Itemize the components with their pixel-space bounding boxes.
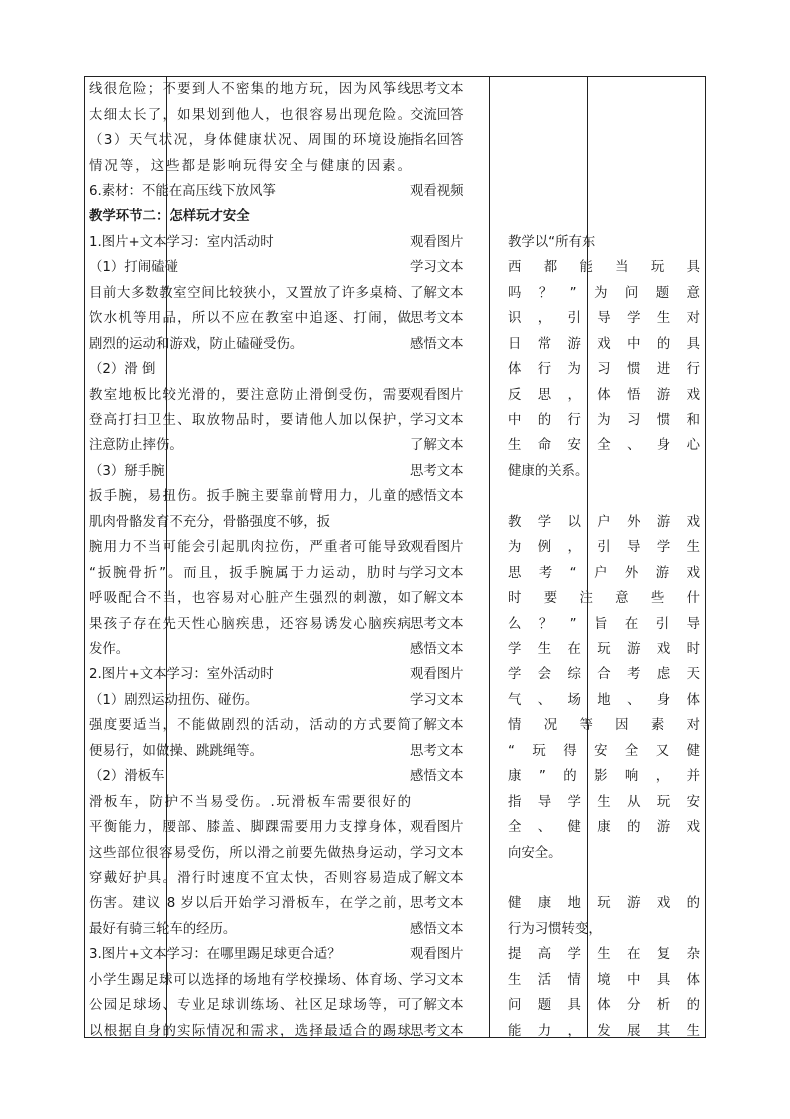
intent-line: 问题具体分析的	[508, 998, 700, 1013]
content-line: 饮水机等用品，所以不应在教室中追逐、打闹，做	[89, 311, 411, 326]
intent-line: 教学以“所有东	[508, 235, 596, 250]
activity-line: 了解文本	[410, 591, 464, 606]
content-line: 公园足球场、专业足球训练场、社区足球场等，可	[89, 998, 411, 1013]
activity-line: 思考文本	[410, 896, 464, 911]
content-line: （1）打闹磕碰	[89, 260, 178, 275]
intent-line: 中的行为习惯和	[508, 413, 700, 428]
content-line: 便易行，如做操、跳跳绳等。	[89, 744, 264, 759]
activity-line: 观看图片	[410, 540, 464, 555]
content-line: 2.图片+文本学习：室外活动时	[89, 667, 274, 682]
content-line: 这些部位很容易受伤，所以滑之前要先做热身运动，	[89, 846, 411, 861]
content-line: 伤害。建议 8 岁以后开始学习滑板车，在学之前，	[89, 896, 411, 911]
content-line: （1）剧烈运动扭伤、碰伤。	[89, 693, 259, 708]
content-line: 1.图片+文本学习：室内活动时	[89, 235, 274, 250]
content-line: 腕用力不当可能会引起肌肉拉伤，严重者可能导致	[89, 540, 411, 555]
content-line: （2）滑板车	[89, 769, 165, 784]
intent-line: 学生在玩游戏时	[508, 642, 700, 657]
section-heading: 教学环节二：怎样玩才安全	[89, 209, 250, 224]
content-line: 扳手腕，易扭伤。扳手腕主要靠前臂用力，儿童的	[89, 489, 411, 504]
activity-line: 思考文本	[410, 744, 464, 759]
activity-line: 学习文本	[410, 693, 464, 708]
intent-line: 气、场地、身体	[508, 693, 700, 708]
activity-line: 观看图片	[410, 667, 464, 682]
content-line: 穿戴好护具。滑行时速度不宜太快，否则容易造成	[89, 871, 411, 886]
activity-line: 学习文本	[410, 846, 464, 861]
activity-line: 了解文本	[410, 871, 464, 886]
intent-line: “玩得安全又健	[508, 744, 700, 759]
intent-line: 全、健康的游戏	[508, 820, 700, 835]
intent-line: 健康地玩游戏的	[508, 896, 700, 911]
activity-line: 观看图片	[410, 820, 464, 835]
intent-line: 行为习惯转变，	[508, 922, 602, 937]
content-line: （3）天气状况，身体健康状况、周围的环境设施	[89, 133, 411, 148]
activity-line: 感悟文本	[410, 922, 464, 937]
activity-line: 感悟文本	[410, 769, 464, 784]
content-line: 6.素材：不能在高压线下放风筝	[89, 184, 276, 199]
content-line: 呼吸配合不当，也容易对心脏产生强烈的刺激，如	[89, 591, 411, 606]
intent-line: 西都能当玩具	[508, 260, 700, 275]
activity-line: 思考文本	[410, 311, 464, 326]
intent-line: 反思，体悟游戏	[508, 388, 700, 403]
intent-line: 学会综合考虑天	[508, 667, 700, 682]
activity-line: 观看视频	[410, 184, 464, 199]
activity-line: 思考文本	[410, 82, 464, 97]
content-line: 以根据自身的实际情况和需求，选择最适合的踢球	[89, 1024, 411, 1039]
content-line: 3.图片+文本学习：在哪里踢足球更合适？	[89, 947, 341, 962]
content-line: 最好有骑三轮车的经历。	[89, 922, 237, 937]
activity-line: 学习文本	[410, 566, 464, 581]
content-line: 果孩子存在先天性心脑疾患，还容易诱发心脑疾病	[89, 617, 411, 632]
content-line: 滑板车，防护不当易受伤。.玩滑板车需要很好的	[89, 795, 411, 810]
content-line: 线很危险；不要到人不密集的地方玩，因为风筝线	[89, 82, 411, 97]
activity-line: 学习文本	[410, 413, 464, 428]
content-line: 剧烈的运动和游戏，防止磕碰受伤。	[89, 337, 304, 352]
intent-line: 日常游戏中的具	[508, 337, 700, 352]
content-line: 目前大多数教室空间比较狭小，又置放了许多桌椅、	[89, 286, 411, 301]
content-line: 太细太长了，如果划到他人，也很容易出现危险。	[89, 108, 411, 123]
activity-line: 感悟文本	[410, 642, 464, 657]
activity-line: 感悟文本	[410, 489, 464, 504]
intent-line: 生命安全、身心	[508, 438, 700, 453]
intent-line: 吗？”为问题意	[508, 286, 700, 301]
intent-line: 康”的影响，并	[508, 769, 700, 784]
intent-line: 时要注意些什	[508, 591, 700, 606]
intent-line: 思考“户外游戏	[508, 566, 700, 581]
content-line: 情况等，这些都是影响玩得安全与健康的因素。	[89, 159, 411, 174]
intent-line: 么？”旨在引导	[508, 617, 700, 632]
intent-line: 体行为习惯进行	[508, 362, 700, 377]
intent-line: 提高学生在复杂	[508, 947, 700, 962]
activity-line: 学习文本	[410, 973, 464, 988]
activity-line: 了解文本	[410, 438, 464, 453]
content-line: 发作。	[89, 642, 130, 657]
intent-line: 指导学生从玩安	[508, 795, 700, 810]
content-line: 平衡能力，腰部、膝盖、脚踝需要用力支撑身体，	[89, 820, 411, 835]
activity-line: 交流回答	[410, 108, 464, 123]
intent-line: 情况等因素对	[508, 718, 700, 733]
intent-line: 教学以户外游戏	[508, 515, 700, 530]
activity-line: 学习文本	[410, 260, 464, 275]
intent-line: 生活情境中具体	[508, 973, 700, 988]
content-line: “扳腕骨折”。而且，扳手腕属于力运动，肋时与	[89, 566, 411, 581]
content-line: 注意防止摔伤。	[89, 438, 183, 453]
activity-line: 感悟文本	[410, 337, 464, 352]
content-line: 小学生踢足球可以选择的场地有学校操场、体育场、	[89, 973, 411, 988]
content-line: （3）掰手腕	[89, 464, 165, 479]
intent-line: 为例，引导学生	[508, 540, 700, 555]
activity-line: 了解文本	[410, 718, 464, 733]
activity-line: 观看图片	[410, 388, 464, 403]
content-line: 教室地板比较光滑的，要注意防止滑倒受伤，需要	[89, 388, 411, 403]
activity-line: 了解文本	[410, 998, 464, 1013]
intent-line: 能力，发展其生	[508, 1024, 700, 1039]
activity-line: 思考文本	[410, 617, 464, 632]
column-divider-2	[489, 77, 490, 1037]
activity-line: 思考文本	[410, 1024, 464, 1039]
activity-line: 观看图片	[410, 947, 464, 962]
intent-line: 向安全。	[508, 846, 562, 861]
content-line: （2）滑 倒	[89, 362, 156, 377]
activity-line: 指名回答	[410, 133, 464, 148]
content-line: 登高打扫卫生、取放物品时，要请他人加以保护，	[89, 413, 411, 428]
activity-line: 观看图片	[410, 235, 464, 250]
intent-line: 识，引导学生对	[508, 311, 700, 326]
activity-line: 了解文本	[410, 286, 464, 301]
activity-line: 思考文本	[410, 464, 464, 479]
intent-line: 健康的关系。	[508, 464, 589, 479]
content-line: 肌肉骨骼发育不充分，骨骼强度不够，扳	[89, 515, 331, 530]
content-line: 强度要适当，不能做剧烈的活动，活动的方式要简	[89, 718, 411, 733]
